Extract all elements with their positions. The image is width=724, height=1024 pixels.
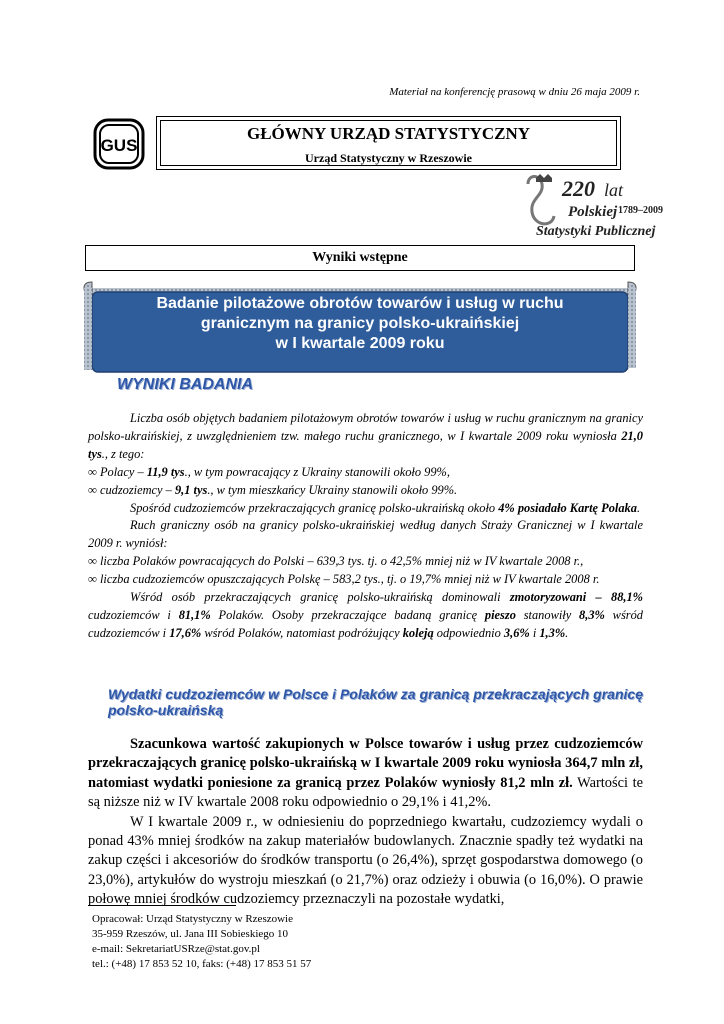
crown-icon xyxy=(536,174,552,182)
section-title-results: WYNIKI BADANIA xyxy=(117,376,253,393)
results-text xyxy=(88,410,643,643)
paragraph-transport: Wśród osób przekraczających granicę polsko-ukraińską dominowali zmotoryzowani – 88,1% cudzoziemców i 81,1% Polaków. Osoby przekraczające badaną granicę pieszo stanowiły 8,3% wśród cudzoziemców i 17,6% wśród Polaków, natomiast podróżujący koleją odpowiednio 3,6% i 1,3%. xyxy=(88,590,644,640)
banner-title: Badanie pilotażowe obrotów towarów i usług w ruchu granicznym na granicy polsko-ukraińskiej w I kwartale 2009 roku xyxy=(156,295,564,352)
anniversary-unit: lat xyxy=(604,180,624,200)
office-name: Urząd Statystyczny w Rzeszowie xyxy=(305,151,472,165)
paragraph-border-traffic: Ruch graniczny osób na granicy polsko-ukraińskiej według danych Straży Granicznej w I kwartale 2009 r. wyniósł: xyxy=(88,518,643,551)
paragraph-spending: Szacunkowa wartość zakupionych w Polsce towarów i usług przez cudzoziemców przekraczających granicę polsko-ukraińską w I kwartale 2009 roku wyniosła 364,7 mln zł, natomiast wydatki poniesione za granicą przez Polaków wyniosły 81,2 mln zł. Wartości te są niższe niż w IV kwartale 2008 roku odpowiednio o 29,1% i 41,2%. xyxy=(88,736,644,811)
footer-contact: Opracował: Urząd Statystyczny w Rzeszowie 35-959 Rzeszów, ul. Jana III Sobieskiego 10 e-mail: SekretariatUSRze@stat.gov.pl tel.: (+48) 17 853 52 10, faks: (+48) 17 853 51 57 xyxy=(92,913,312,970)
gus-logo-text: GUS xyxy=(100,136,138,155)
paragraph-karta: Spośród cudzoziemców przekraczających granicę polsko-ukraińską około 4% posiadało Kartę Polaka. xyxy=(130,500,641,515)
gus-logo xyxy=(93,118,145,170)
anniversary-line2: Polskiej xyxy=(568,204,618,220)
anniversary-number: 220 xyxy=(562,176,595,201)
header-box xyxy=(156,116,621,170)
paragraph-categories: W I kwartale 2009 r., w odniesieniu do poprzedniego kwartału, cudzoziemcy wydali o ponad 43% mniej środków na zakup materiałów budowlanych. Znacznie spadły też wydatki na zakup części i akcesoriów do środków transportu (o 26,4%), sprzęt gospodarstwa domowego (o 23,0%), artykułów do wystroju mieszkań (o 21,7%) oraz odzieży i obuwia (o 16,0%). O prawie połowę mniej środków cudzoziemcy przeznaczyli na pozostałe wydatki, xyxy=(88,813,643,908)
anniversary-emblem xyxy=(522,172,668,244)
list-item: ∞ cudzoziemcy – 9,1 tys., w tym mieszkańcy Ukrainy stanowili około 99%. xyxy=(88,482,458,497)
list-item: ∞ liczba Polaków powracających do Polski – 639,3 tys. tj. o 42,5% mniej niż w IV kwartale 2008 r., xyxy=(88,554,584,569)
list-item: ∞ Polacy – 11,9 tys., w tym powracający z Ukrainy stanowili około 99%, xyxy=(88,464,450,479)
expenditure-text xyxy=(88,735,643,910)
preliminary-results-label: Wyniki wstępne xyxy=(85,245,635,271)
anniversary-years: 1789–2009 xyxy=(618,205,663,216)
section-title-expenditure: Wydatki cudzoziemców w Polsce i Polaków za granicą przekraczających granicę polsko-ukraińską xyxy=(108,686,643,718)
footnote-divider xyxy=(88,905,236,906)
paragraph-total: Liczba osób objętych badaniem pilotażowym obrotów towarów i usług w ruchu granicznym na granicy polsko-ukraińskiej, z uwzględnieniem tzw. małego ruchu granicznego, w I kwartale 2009 roku wyniosła 21,0 tys., z tego: xyxy=(88,411,643,461)
anniversary-line3: Statystyki Publicznej xyxy=(536,224,656,239)
page-title: GŁÓWNY URZĄD STATYSTYCZNY xyxy=(246,124,531,143)
press-conference-note: Materiał na konferencję prasową w dniu 26 maja 2009 r. xyxy=(389,86,640,98)
list-item: ∞ liczba cudzoziemców opuszczających Polskę – 583,2 tys., tj. o 19,7% mniej niż w IV kwartale 2008 r. xyxy=(88,572,600,587)
